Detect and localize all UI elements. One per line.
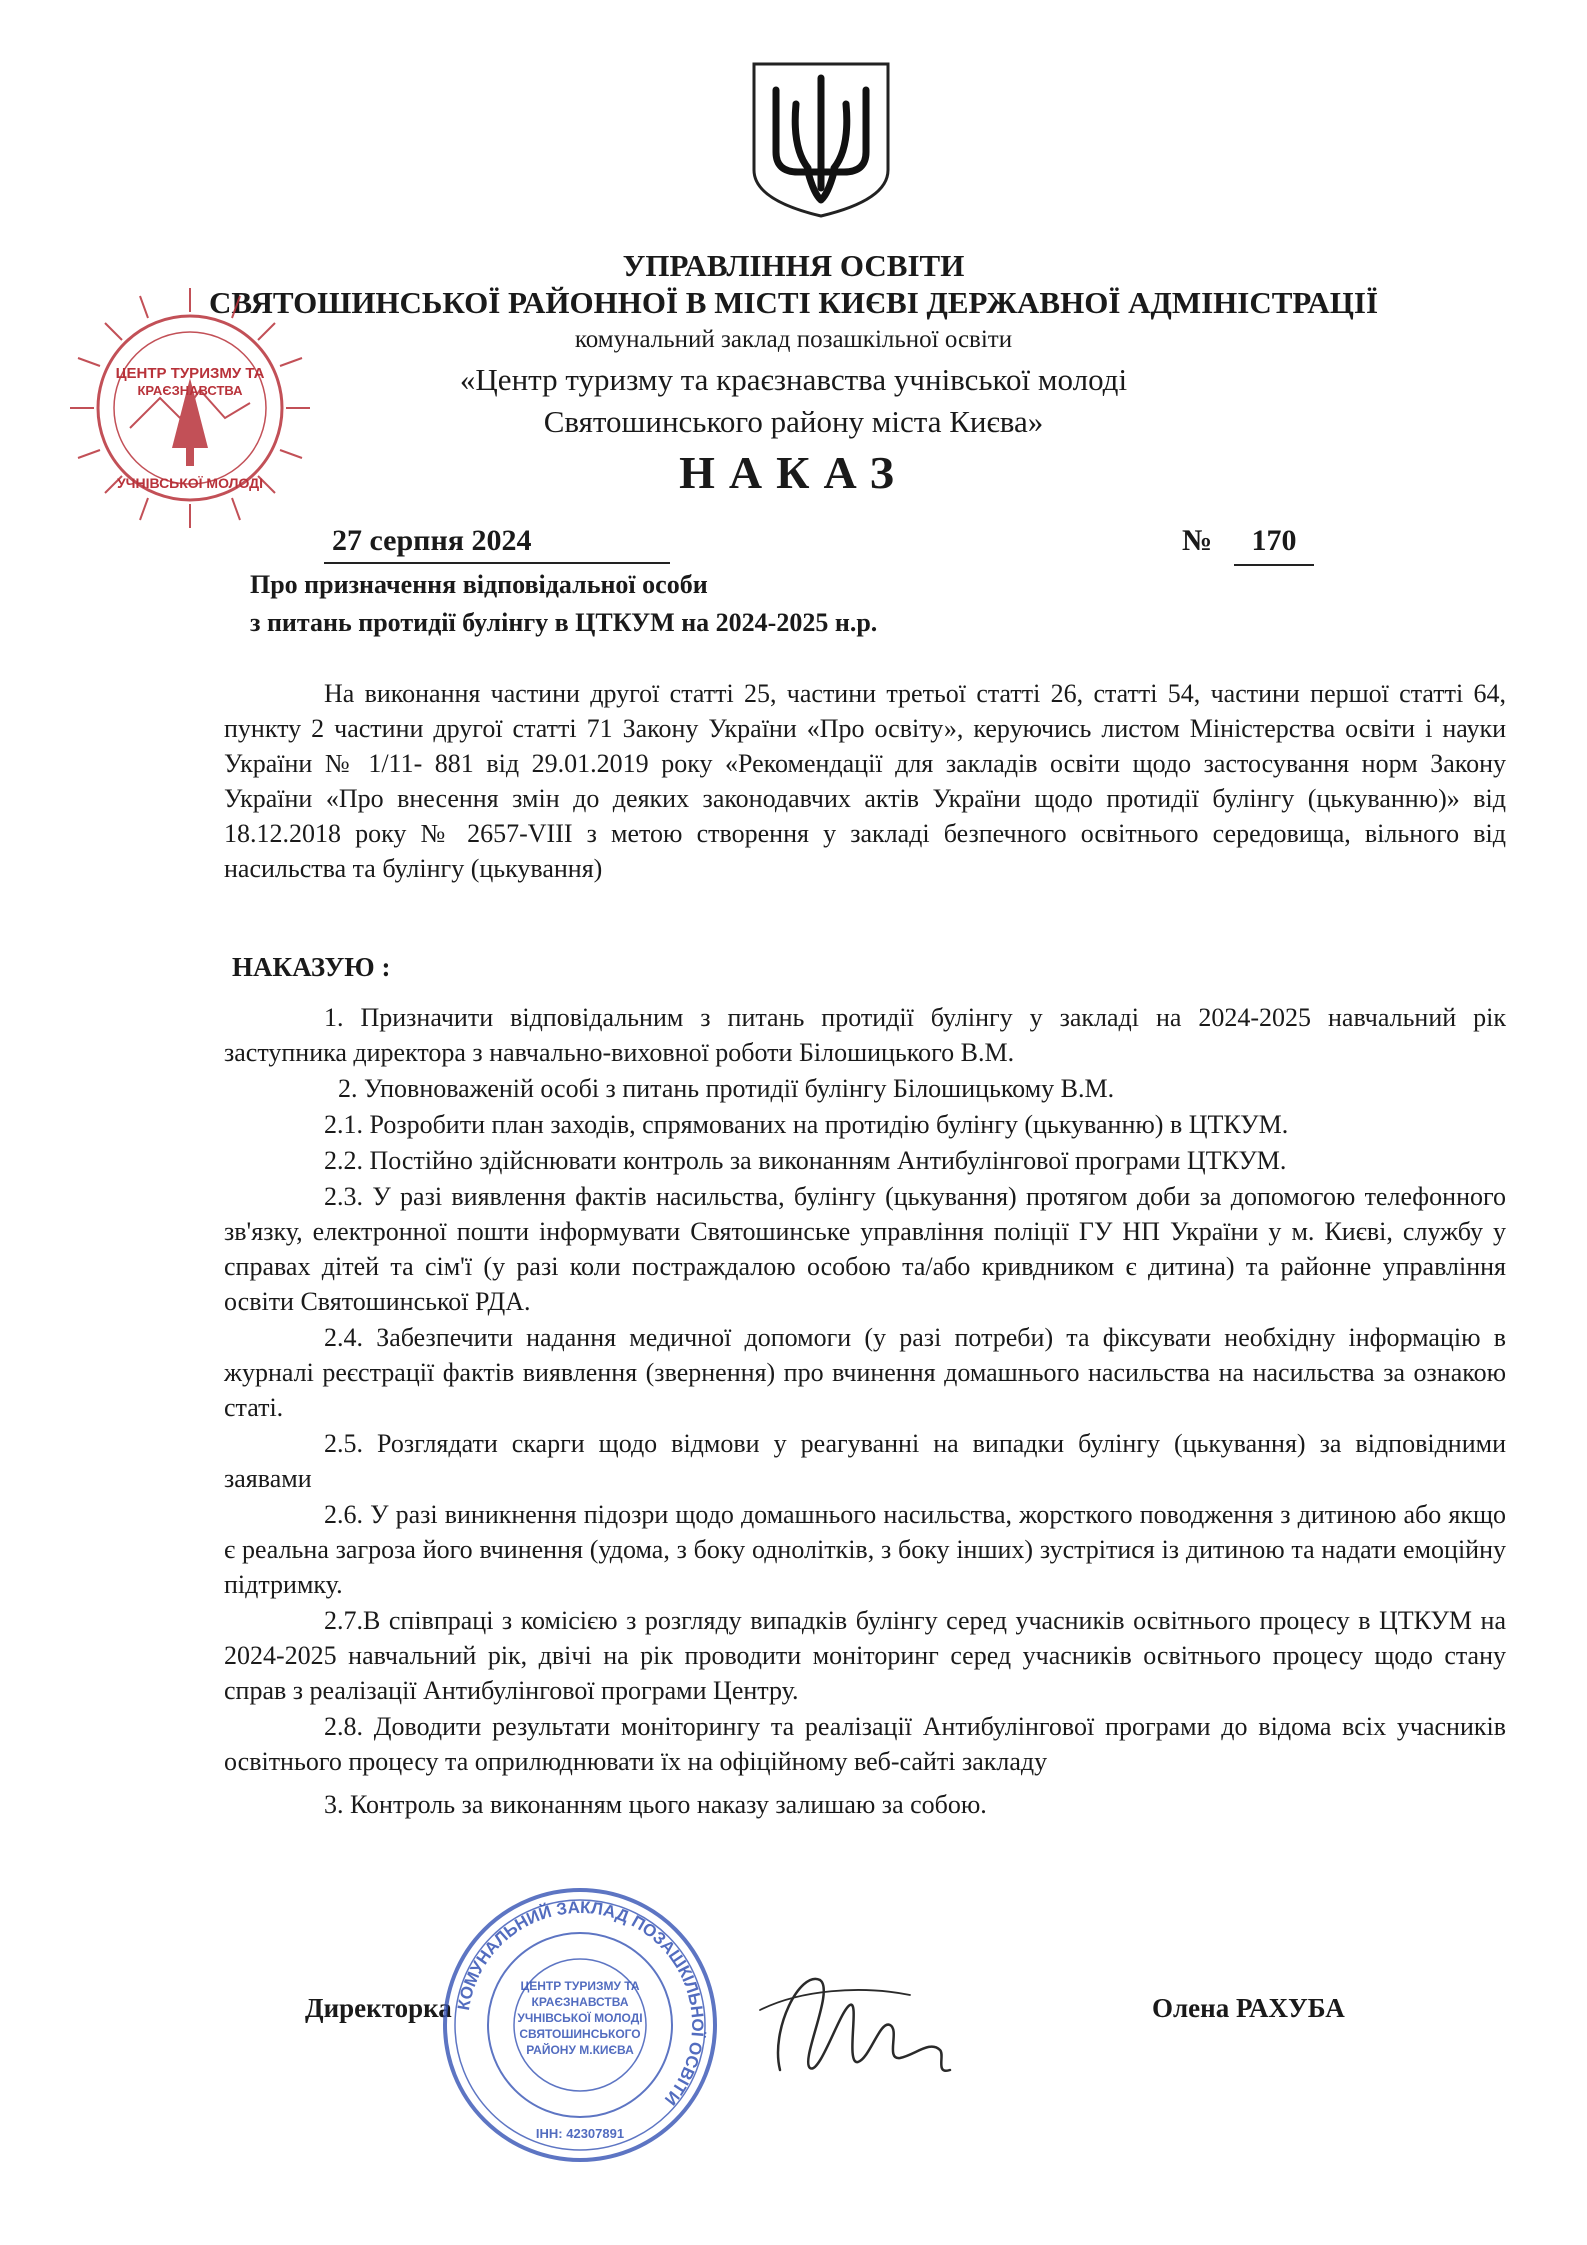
order-number: 170 <box>1234 524 1314 566</box>
org-name-line2: СВЯТОШИНСЬКОЇ РАЙОННОЇ В МІСТІ КИЄВІ ДЕРЖАВНОЇ АДМІНІСТРАЦІЇ <box>208 285 1379 320</box>
svg-text:КРАЄЗНАВСТВА: КРАЄЗНАВСТВА <box>137 383 243 398</box>
svg-text:ЦЕНТР ТУРИЗМУ ТА: ЦЕНТР ТУРИЗМУ ТА <box>115 365 265 382</box>
svg-text:УЧНІВСЬКОЇ МОЛОДІ: УЧНІВСЬКОЇ МОЛОДІ <box>116 475 264 491</box>
order-date: 27 серпня 2024 <box>324 524 670 564</box>
svg-text:СВЯТОШИНСЬКОГО: СВЯТОШИНСЬКОГО <box>519 2027 641 2041</box>
order-item: 2.6. У разі виникнення підозри щодо домашнього насильства, жорсткого поводження з дитиною або якщо є реальна загроза його вчинення (удома, з боку однолітків, з боку інших) зустрітися із дитиною та надати емоційну підтримку. <box>224 1500 1506 1599</box>
institution-name-line2: Святошинського району міста Києва» <box>543 404 1044 439</box>
svg-text:РАЙОНУ М.КИЄВА: РАЙОНУ М.КИЄВА <box>526 2043 634 2057</box>
order-title: НАКАЗ <box>679 447 908 498</box>
order-number-label: № <box>1182 524 1213 557</box>
official-stamp <box>435 1880 725 2170</box>
order-item: 2.1. Розробити план заходів, спрямованих на протидію булінгу (цькуванню) в ЦТКУМ. <box>324 1110 1289 1139</box>
order-item: 2. Уповноваженій особі з питань протидії булінгу Білошицькому В.М. <box>338 1074 1115 1103</box>
org-type: комунальний заклад позашкільної освіти <box>574 326 1013 353</box>
order-item: 2.8. Доводити результати моніторингу та реалізації Антибулінгової програми до відома всіх учасників освітнього процесу та оприлюднювати їх на офіційному веб-сайті закладу <box>224 1712 1506 1776</box>
order-subject-line2: з питань протидії булінгу в ЦТКУМ на 2024-2025 н.р. <box>250 608 878 637</box>
svg-text:КОМУНАЛЬНИЙ ЗАКЛАД ПОЗАШКІЛЬНО: КОМУНАЛЬНИЙ ЗАКЛАД ПОЗАШКІЛЬНОЇ ОСВІТИ <box>453 1897 708 2109</box>
svg-text:ЦЕНТР ТУРИЗМУ ТА: ЦЕНТР ТУРИЗМУ ТА <box>520 1979 640 1993</box>
order-item: 2.5. Розглядати скарги щодо відмови у реагуванні на випадки булінгу (цькування) за відповідними заявами <box>224 1429 1506 1493</box>
preamble-paragraph: На виконання частини другої статті 25, частини третьої статті 26, статті 54, частини першої статті 64, пункту 2 частини другої статті 71 Закону України «Про освіту», керуючись листом Міністерства освіти і науки України № 1/11- 881 від 29.01.2019 року «Рекомендації для закладів освіти щодо застосування норм Закону України «Про внесення змін до деяких законодавчих актів України щодо протидії булінгу (цькуванню)» від 18.12.2018 року № 2657-VIII з метою створення у закладі безпечного освітнього середовища, вільного від насильства та булінгу (цькування) <box>224 679 1506 883</box>
order-subject-line1: Про призначення відповідальної особи <box>250 570 708 599</box>
order-item: 2.7.В співпраці з комісією з розгляду випадків булінгу серед учасників освітнього процесу в ЦТКУМ на 2024-2025 навчальний рік, двічі на рік проводити моніторинг серед учасників освітнього процесу щодо стану справ з реалізації Антибулінгової програми Центру. <box>224 1606 1506 1705</box>
signer-name: Олена РАХУБА <box>1152 1993 1345 2023</box>
orders-heading: НАКАЗУЮ : <box>232 952 391 982</box>
svg-text:ІНН: 42307891: ІНН: 42307891 <box>535 2126 625 2141</box>
svg-text:УЧНІВСЬКОЇ МОЛОДІ: УЧНІВСЬКОЇ МОЛОДІ <box>517 2011 643 2025</box>
org-name-line1: УПРАВЛІННЯ ОСВІТИ <box>622 248 965 283</box>
order-item: 3. Контроль за виконанням цього наказу залишаю за собою. <box>324 1790 987 1819</box>
order-item: 2.4. Забезпечити надання медичної допомоги (у разі потреби) та фіксувати необхідну інформацію в журналі реєстрації фактів виявлення (звернення) про вчинення домашнього насильства на насильства за ознакою статі. <box>224 1323 1506 1422</box>
coat-of-arms-icon <box>746 60 896 220</box>
order-item: 1. Призначити відповідальним з питань протидії булінгу у закладі на 2024-2025 навчальний рік заступника директора з навчально-виховної роботи Білошицького В.М. <box>224 1003 1506 1067</box>
order-item: 2.2. Постійно здійснювати контроль за виконанням Антибулінгової програми ЦТКУМ. <box>324 1146 1287 1175</box>
institution-name-line1: «Центр туризму та краєзнавства учнівської молоді <box>459 362 1128 397</box>
svg-text:КРАЄЗНАВСТВА: КРАЄЗНАВСТВА <box>531 1995 629 2009</box>
signer-role: Директорка <box>305 1993 452 2023</box>
order-items-list <box>224 1000 1506 1823</box>
handwritten-signature <box>740 1950 960 2100</box>
institution-logo-seal <box>60 278 320 538</box>
order-item: 2.3. У разі виявлення фактів насильства, булінгу (цькування) протягом доби за допомогою телефонного зв'язку, електронної пошти інформувати Святошинське управління поліції ГУ НП України у м. Києві, службу у справах дітей та сім'ї (у разі коли постраждалою особою та/або кривдником є дитина) та районне управління освіти Святошинської РДА. <box>224 1182 1506 1316</box>
